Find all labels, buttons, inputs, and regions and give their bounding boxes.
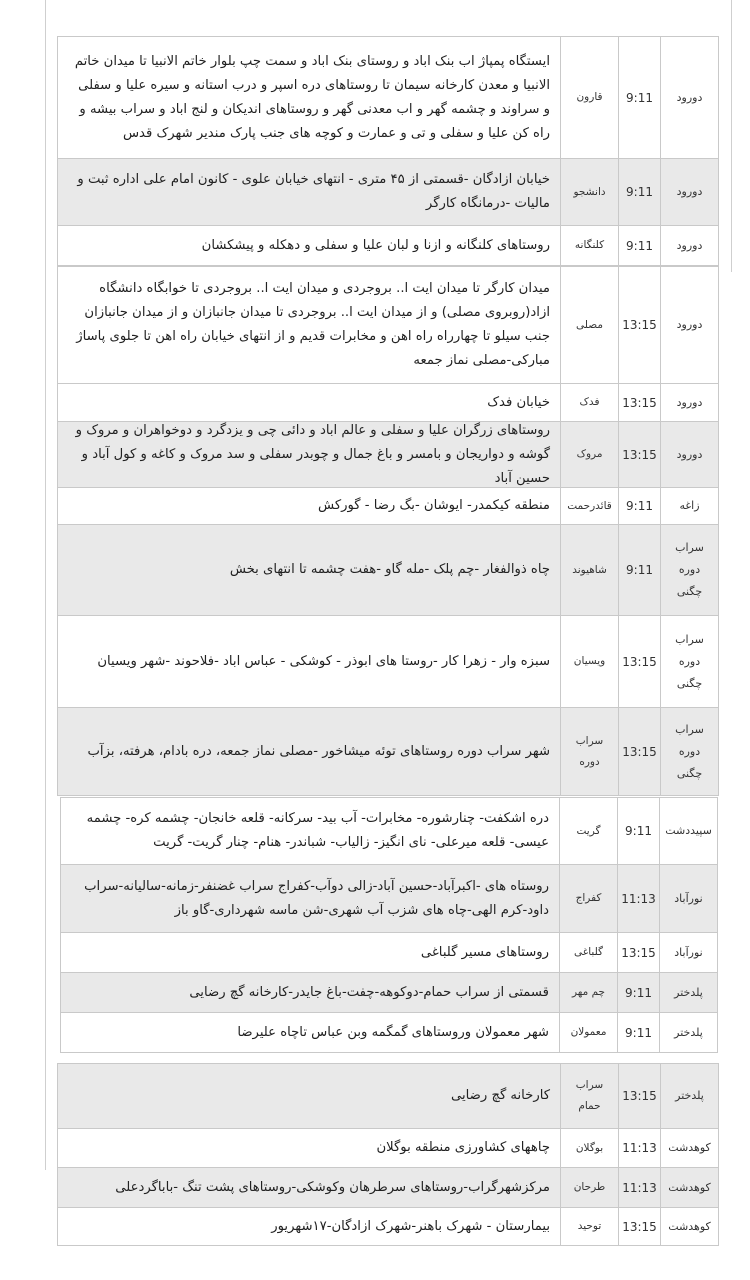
city-cell: کوهدشت — [660, 1168, 718, 1207]
time-cell: 13:15 — [618, 1064, 660, 1128]
city-cell: پلدختر — [660, 1064, 718, 1128]
feeder-cell: قارون — [560, 37, 618, 158]
feeder-cell: کلنگانه — [560, 226, 618, 265]
feeder-cell: چم مهر — [559, 973, 617, 1012]
outage-schedule-table-lower — [60, 797, 718, 1053]
time-cell: 9:11 — [618, 488, 660, 524]
table-row — [57, 384, 719, 422]
feeder-cell: فدک — [560, 384, 618, 421]
table-row — [57, 422, 719, 488]
time-cell: 13:15 — [618, 708, 660, 795]
city-cell: دورود — [660, 267, 718, 383]
feeder-cell: بوگلان — [560, 1129, 618, 1167]
feeder-cell: طرحان — [560, 1168, 618, 1207]
left-border-line — [45, 0, 46, 1170]
feeder-cell: قائدرحمت — [560, 488, 618, 524]
time-cell: 13:15 — [618, 384, 660, 421]
table-row — [60, 933, 718, 973]
area-cell: قسمتی از سراب حمام-دوکوهه-چفت-باغ جایدر-کارخانه گچ رضایی — [189, 984, 549, 1000]
right-border-line — [731, 0, 732, 272]
area-cell: چاههای کشاورزی منطقه بوگلان — [376, 1140, 550, 1155]
city-cell: دورود — [660, 422, 718, 487]
area-cell: خیابان فدک — [487, 394, 550, 410]
area-cell: روستاهای کلنگانه و ازنا و لبان علیا و سفلی و دهکله و پیشکشان — [201, 237, 550, 253]
feeder-cell: ویسیان — [560, 616, 618, 707]
feeder-cell: معمولان — [559, 1013, 617, 1052]
city-cell: نورآباد — [659, 865, 717, 932]
city-cell: دورود — [660, 37, 718, 158]
city-cell: کوهدشت — [660, 1129, 718, 1167]
feeder-cell: گلباغی — [559, 933, 617, 972]
time-cell: 13:15 — [618, 422, 660, 487]
table-row — [60, 1013, 718, 1053]
table-row — [57, 1063, 719, 1129]
time-cell: 9:11 — [618, 525, 660, 615]
feeder-cell: توحید — [560, 1208, 618, 1245]
city-cell: سراب دوره چگنی — [660, 708, 718, 795]
city-cell: سپیددشت — [659, 798, 717, 864]
feeder-cell: مصلی — [560, 267, 618, 383]
table-row — [57, 266, 719, 384]
area-cell: منطقه کیکمدر- ایوشان -بگ رضا - گورکش — [318, 498, 550, 513]
time-cell: 9:11 — [618, 159, 660, 225]
area-cell: دره اشکفت- چنارشوره- مخابرات- آب بید- سرکانه- قلعه خانجان- چشمه کره- چشمه عیسی- قلعه میرعلی- نای انگیز- زالیاب- شباندر- هنام- چنار گریت- گریت — [86, 811, 549, 850]
feeder-cell: سراب دوره — [560, 708, 618, 795]
table-row — [57, 159, 719, 226]
city-cell: پلدختر — [659, 973, 717, 1012]
area-cell: مرکزشهرگراب-روستاهای سرطرهان وکوشکی-روستاهای پشت تنگ -باباگردعلی — [115, 1179, 550, 1195]
table-row — [57, 525, 719, 616]
time-cell: 13:15 — [618, 267, 660, 383]
feeder-cell: مروک — [560, 422, 618, 487]
time-cell: 13:15 — [618, 1208, 660, 1245]
area-cell: چاه ذوالفغار -چم پلک -مله گاو -هفت چشمه تا انتهای بخش — [229, 562, 550, 577]
table-row — [57, 1168, 719, 1208]
city-cell: نورآباد — [659, 933, 717, 972]
city-cell: سراب دوره چگنی — [660, 616, 718, 707]
city-cell: کوهدشت — [660, 1208, 718, 1245]
table-row — [60, 973, 718, 1013]
table-row — [57, 36, 719, 159]
area-cell: روستاه های -اکبرآباد-حسین آباد-زالی دوآب-کفراج سراب غضنفر-زمانه-سالیانه-سراب داود-کرم الهی-چاه های شزب آب شهری-شن ماسه شهرداری-گاو باز — [84, 878, 549, 918]
city-cell: سراب دوره چگنی — [660, 525, 718, 615]
area-cell: ایستگاه پمپاژ اب بنک اباد و روستای بنک اباد و سمت چپ بلوار خاتم الانبیا تا میدان خاتم الانبیا و معدن کارخانه سیمان تا روستاهای دره اسپر و درب استانه و سیره علیا و سفلی و سراوند و چشمه گهر و اب معدنی گهر و روستاهای اندیکان و لنج اباد و سراب بیشه و راه کن علیا و سفلی و تی و عمارت و کوچه های جنب پارک مندیر شهرک قدس — [74, 53, 550, 141]
outage-schedule-table-cont — [57, 266, 719, 796]
time-cell: 11:13 — [618, 1129, 660, 1167]
feeder-cell: دانشجو — [560, 159, 618, 225]
table-row — [57, 708, 719, 796]
time-cell: 9:11 — [618, 226, 660, 265]
time-cell: 9:11 — [617, 973, 659, 1012]
area-cell: کارخانه گچ رضایی — [451, 1088, 550, 1103]
area-cell: بیمارستان - شهرک باهنر-شهرک ازادگان-۱۷شهریور — [271, 1218, 550, 1234]
city-cell: دورود — [660, 384, 718, 421]
table-row — [57, 226, 719, 266]
time-cell: 13:15 — [618, 616, 660, 707]
feeder-cell: گریت — [559, 798, 617, 864]
city-cell: دورود — [660, 226, 718, 265]
table-row — [57, 1129, 719, 1168]
city-cell: دورود — [660, 159, 718, 225]
feeder-cell: سراب حمام — [560, 1064, 618, 1128]
area-cell: سبزه وار - زهرا کار -روستا های ابوذر - کوشکی - عباس اباد -فلاحوند -شهر ویسیان — [97, 653, 550, 669]
time-cell: 11:13 — [617, 865, 659, 932]
area-cell: خیابان ازادگان -قسمتی از ۴۵ متری - انتهای خیابان علوی - کانون امام علی اداره ثبت و مالیات -درمانگاه کارگر — [77, 172, 550, 211]
time-cell: 11:13 — [618, 1168, 660, 1207]
city-cell: زاغه — [660, 488, 718, 524]
area-cell: روستاهای مسیر گلباغی — [420, 944, 549, 960]
table-row — [57, 616, 719, 708]
area-cell: میدان کارگر تا میدان ایت ا.. بروجردی و میدان ایت ا.. بروجردی تا خوابگاه دانشگاه ازاد(روبروی مصلی) و از میدان ایت ا.. بروجردی تا میدان جانبازان و از میدان جانبازان جنب سیلو تا چهارراه راه اهن و مخابرات قدیم و از انتهای خیابان راه اهن تا جلوی پاساژ مبارکی-مصلی نماز جمعه — [76, 281, 550, 368]
area-cell: شهر سراب دوره روستاهای توئه میشاخور -مصلی نماز جمعه، دره بادام، هرفته، بزآب — [87, 743, 550, 759]
outage-schedule-table — [57, 36, 719, 266]
time-cell: 9:11 — [617, 798, 659, 864]
table-row — [57, 488, 719, 525]
time-cell: 9:11 — [617, 1013, 659, 1052]
table-row — [57, 1208, 719, 1246]
time-cell: 9:11 — [618, 37, 660, 158]
table-row — [60, 865, 718, 933]
outage-schedule-table-bottom — [57, 1063, 719, 1246]
table-row — [60, 797, 718, 865]
time-cell: 13:15 — [617, 933, 659, 972]
feeder-cell: کفراج — [559, 865, 617, 932]
city-cell: پلدختر — [659, 1013, 717, 1052]
area-cell: روستاهای زرگران علیا و سفلی و عالم اباد و دائی چی و یزدگرد و دوخواهران و مروک و گوشه و دواریجان و بامسر و باغ جمال و چوبدر سفلی و سد مروک و کاغه و کول آباد و حسین آباد — [75, 422, 550, 486]
feeder-cell: شاهیوند — [560, 525, 618, 615]
area-cell: شهر معمولان وروستاهای گمگمه وبن عباس تاچاه علیرضا — [237, 1024, 549, 1040]
